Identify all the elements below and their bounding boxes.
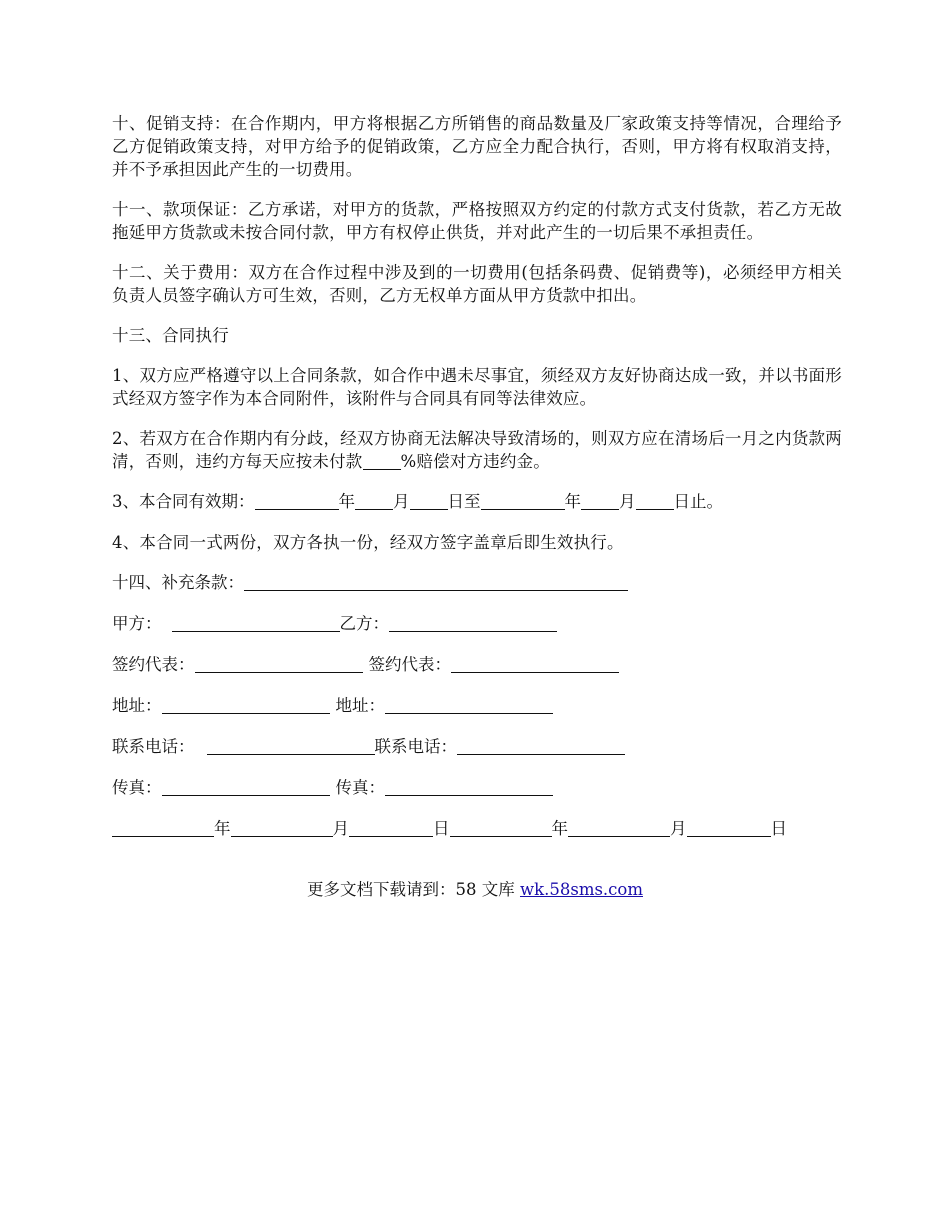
clause-13-4: 4、本合同一式两份，双方各执一份，经双方签字盖章后即生效执行。: [112, 533, 624, 552]
address-a-blank: [162, 695, 330, 714]
clause-14: [112, 571, 842, 594]
date-a-day-blank: [349, 818, 433, 837]
party-row: [112, 612, 842, 635]
date-day-label: 日: [433, 819, 450, 838]
clause-13-3: [112, 490, 842, 513]
phone-b-label: 联系电话：: [374, 737, 457, 756]
end-month-blank: [581, 491, 619, 510]
date-year-label: 年: [551, 819, 568, 838]
end-day-blank: [636, 491, 674, 510]
date-month-label: 月: [670, 819, 687, 838]
end-year-blank: [481, 491, 565, 510]
date-a-month-blank: [231, 818, 333, 837]
address-a-label: 地址：: [112, 696, 162, 715]
fax-b-label: 传真：: [335, 778, 385, 797]
phone-b-blank: [457, 736, 625, 755]
phone-row: [112, 735, 842, 758]
fax-a-blank: [162, 777, 330, 796]
address-b-blank: [385, 695, 553, 714]
rep-row: [112, 653, 842, 676]
year-label: 年: [338, 492, 355, 511]
supplement-blank: [244, 572, 628, 591]
footer: [0, 878, 950, 901]
day-to-label: 日至: [447, 492, 481, 511]
rep-a-label: 签约代表：: [112, 655, 195, 674]
date-b-year-blank: [450, 818, 552, 837]
party-b-blank: [389, 613, 557, 632]
clause-12: 十二、关于费用：双方在合作过程中涉及到的一切费用(包括条码费、促销费等)，必须经甲方相关负责人员签字确认方可生效，否则，乙方无权单方面从甲方货款中扣出。: [112, 263, 842, 305]
contract-page: [112, 112, 842, 858]
rep-b-blank: [451, 654, 619, 673]
clause-11: 十一、款项保证：乙方承诺，对甲方的货款，严格按照双方约定的付款方式支付货款，若乙方无故拖延甲方货款或未按合同付款，甲方有权停止供货，并对此产生的一切后果不承担责任。: [112, 200, 842, 242]
clause-10: 十、促销支持：在合作期内，甲方将根据乙方所销售的商品数量及厂家政策支持等情况，合理给予乙方促销政策支持，对甲方给予的促销政策，乙方应全力配合执行，否则，甲方将有权取消支持，并不予承担因此产生的一切费用。: [112, 114, 842, 179]
footer-link[interactable]: wk.58sms.com: [519, 880, 643, 899]
rep-b-label: 签约代表：: [368, 655, 451, 674]
clause-13-2-text-end: %赔偿对方违约金。: [400, 452, 550, 471]
fax-row: [112, 776, 842, 799]
clause-13-1: 1、双方应严格遵守以上合同条款，如合作中遇未尽事宜，须经双方友好协商达成一致，并以书面形式经双方签字作为本合同附件，该附件与合同具有同等法律效应。: [112, 366, 842, 408]
party-a-blank: [172, 613, 340, 632]
phone-a-blank: [207, 736, 375, 755]
month-label: 月: [393, 492, 410, 511]
date-row: [112, 817, 842, 840]
validity-label: 3、本合同有效期：: [112, 492, 255, 511]
address-b-label: 地址：: [335, 696, 385, 715]
date-day-label: 日: [770, 819, 787, 838]
clause-13-2: [112, 427, 842, 473]
address-row: [112, 694, 842, 717]
date-b-month-blank: [568, 818, 670, 837]
start-year-blank: [255, 491, 339, 510]
footer-text: 更多文档下载请到：58 文库: [306, 880, 520, 899]
month-label: 月: [619, 492, 636, 511]
start-month-blank: [355, 491, 393, 510]
start-day-blank: [410, 491, 448, 510]
date-year-label: 年: [214, 819, 231, 838]
supplement-label: 十四、补充条款：: [112, 573, 244, 592]
clause-13-2-text: 2、若双方在合作期内有分歧，经双方协商无法解决导致清场的，则双方应在清场后一月之内货款两清，否则，违约方每天应按未付款: [112, 429, 842, 471]
date-month-label: 月: [332, 819, 349, 838]
penalty-rate-blank: [363, 451, 401, 470]
rep-a-blank: [195, 654, 363, 673]
fax-b-blank: [385, 777, 553, 796]
fax-a-label: 传真：: [112, 778, 162, 797]
year-label: 年: [564, 492, 581, 511]
day-end-label: 日止。: [673, 492, 723, 511]
date-b-day-blank: [687, 818, 771, 837]
clause-13-title: 十三、合同执行: [112, 326, 229, 345]
phone-a-label: 联系电话：: [112, 737, 195, 756]
date-a-year-blank: [112, 818, 214, 837]
party-a-label: 甲方：: [112, 614, 162, 633]
party-b-label: 乙方：: [339, 614, 389, 633]
